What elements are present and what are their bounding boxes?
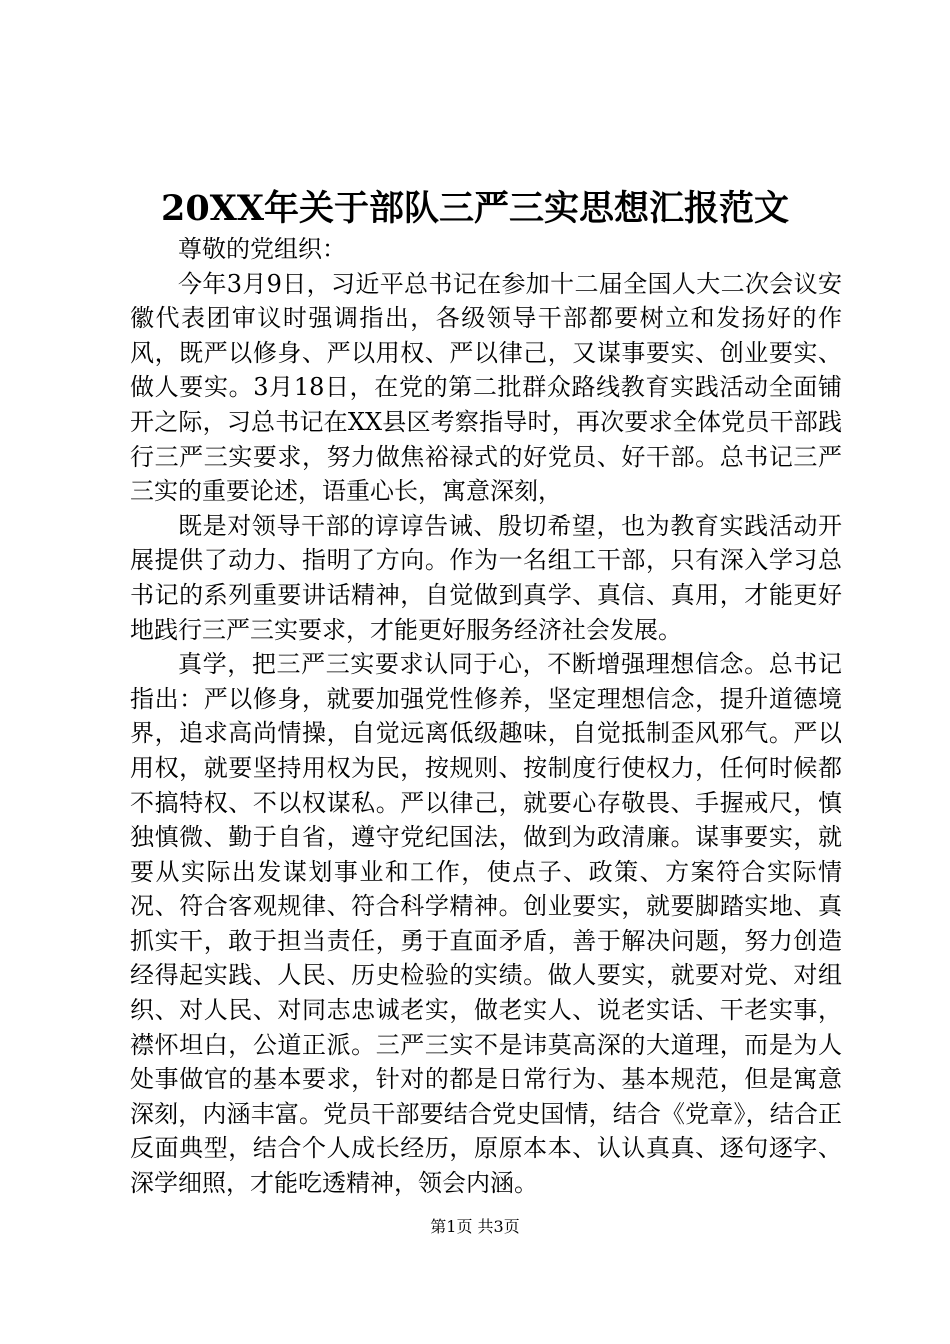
page-footer: 第1页 共3页 xyxy=(430,1217,520,1236)
document-body xyxy=(130,232,842,1201)
salutation: 尊敬的党组织： xyxy=(178,235,346,263)
paragraph-2: 既是对领导干部的谆谆告诫、殷切希望，也为教育实践活动开展提供了动力、指明了方向。作为一名组工干部，只有深入学习总书记的系列重要讲话精神，自觉做到真学、真信、真用，才能更好地践行三严三实要求，才能更好服务经济社会发展。 xyxy=(130,511,842,644)
paragraph-3: 真学，把三严三实要求认同于心，不断增强理想信念。总书记指出：严以修身，就要加强党性修养，坚定理想信念，提升道德境界，追求高尚情操，自觉远离低级趣味，自觉抵制歪风邪气。严以用权，就要坚持用权为民，按规则、按制度行使权力，任何时候都不搞特权、不以权谋私。严以律己，就要心存敬畏、手握戒尺，慎独慎微、勤于自省，遵守党纪国法，做到为政清廉。谋事要实，就要从实际出发谋划事业和工作，使点子、政策、方案符合实际情况、符合客观规律、符合科学精神。创业要实，就要脚踏实地、真抓实干，敢于担当责任，勇于直面矛盾，善于解决问题，努力创造经得起实践、人民、历史检验的实绩。做人要实，就要对党、对组织、对人民、对同志忠诚老实，做老实人、说老实话、干老实事，襟怀坦白，公道正派。三严三实不是讳莫高深的大道理，而是为人处事做官的基本要求，针对的都是日常行为、基本规范，但是寓意深刻，内涵丰富。党员干部要结合党史国情，结合《党章》，结合正反面典型，结合个人成长经历，原原本本、认认真真、逐句逐字、深学细照，才能吃透精神，领会内涵。 xyxy=(130,650,842,1198)
paragraph-1: 今年3月9日，习近平总书记在参加十二届全国人大二次会议安徽代表团审议时强调指出，各级领导干部都要树立和发扬好的作风，既严以修身、严以用权、严以律己，又谋事要实、创业要实、做人要实。3月18日，在党的第二批群众路线教育实践活动全面铺开之际，习总书记在XX县区考察指导时，再次要求全体党员干部践行三严三实要求，努力做焦裕禄式的好党员、好干部。总书记三严三实的重要论述，语重心长，寓意深刻， xyxy=(130,269,842,506)
document-title: 20XX年关于部队三严三实思想汇报范文 xyxy=(160,188,790,229)
